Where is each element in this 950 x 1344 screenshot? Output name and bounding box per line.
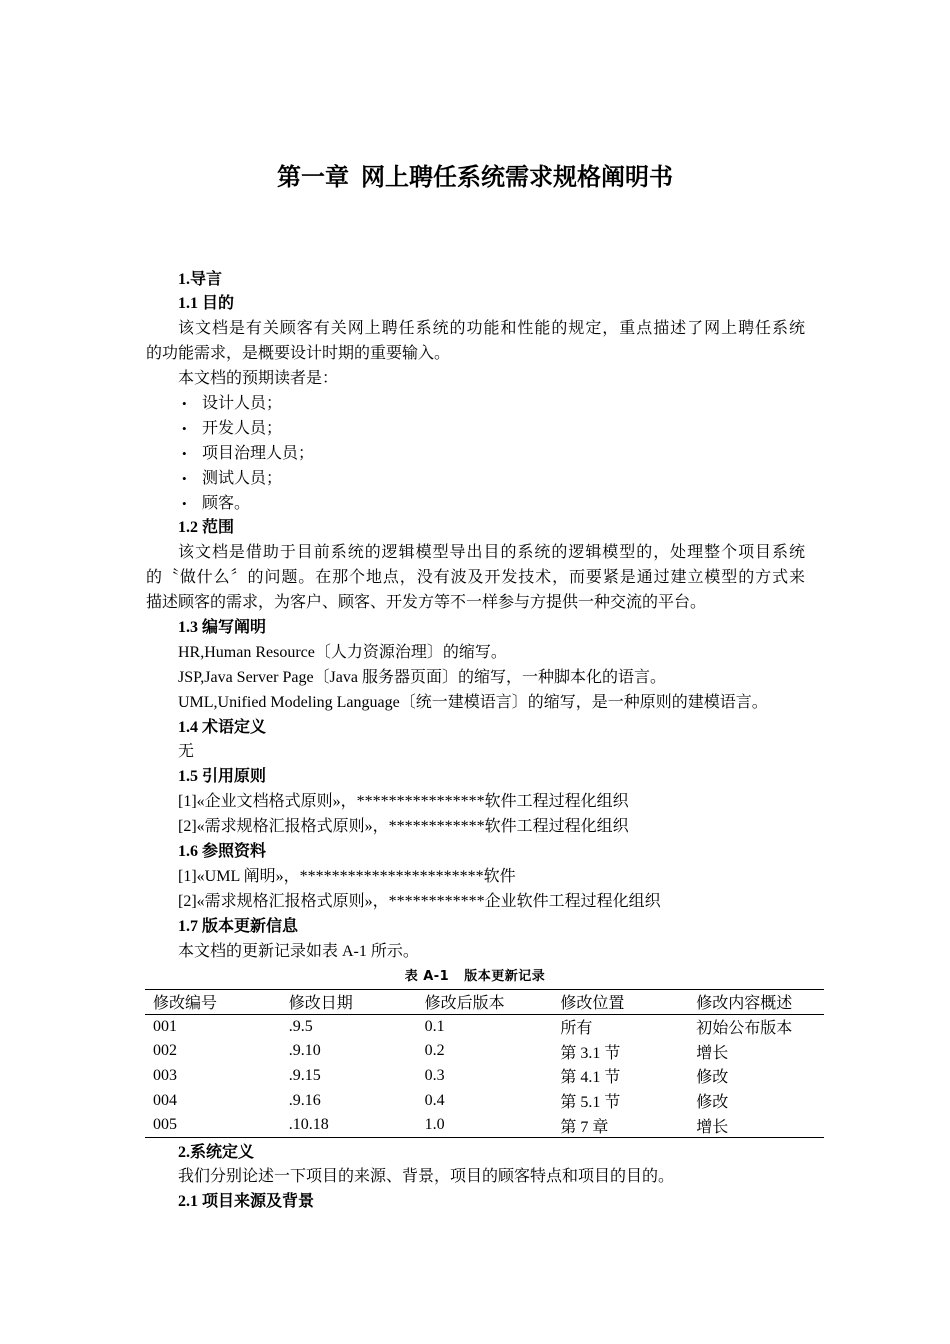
table-cell: 1.0 xyxy=(417,1113,553,1138)
bullet-icon: • xyxy=(182,420,187,436)
reference-item: [1]«UML 阐明»，***********************软件 xyxy=(178,867,516,885)
bullet-icon: • xyxy=(182,445,187,461)
heading-scope: 1.2 范围 xyxy=(178,519,235,537)
table-header-cell: 修改编号 xyxy=(145,989,281,1014)
reader-list-item xyxy=(146,442,805,467)
reader-list-item xyxy=(146,492,805,517)
abbreviation-item: UML,Unified Modeling Language〔统一建模语言〕的缩写，是一种原则的建模语言。 xyxy=(178,693,768,711)
table-cell: 0.2 xyxy=(424,1042,445,1060)
table-cell: 修改 xyxy=(696,1094,729,1112)
version-history-table xyxy=(145,989,824,1139)
table-header-cell: 修改日期 xyxy=(281,989,417,1014)
heading-standards: 1.5 引用原则 xyxy=(178,768,267,786)
table-cell: 第 3.1 节 xyxy=(560,1044,621,1062)
reader-list-item xyxy=(146,392,805,417)
scope-paragraph-line: 描述顾客的需求，为客户、顾客、开发方等不一样参与方提供一种交流的平台。 xyxy=(146,594,707,612)
table-cell: 所有 xyxy=(560,1020,593,1038)
heading-writing-notes: 1.3 编写阐明 xyxy=(178,618,267,636)
table-cell: 第 5.1 节 xyxy=(560,1094,621,1112)
table-cell: .9.10 xyxy=(288,1042,321,1060)
purpose-paragraph-line: 的功能需求，是概要设计时期的重要输入。 xyxy=(146,345,451,363)
table-cell: 001 xyxy=(153,1017,177,1035)
heading-introduction: 1.导言 xyxy=(178,270,223,288)
table-cell: 第 4.1 节 xyxy=(560,1069,621,1087)
table-cell: 增长 xyxy=(688,1113,824,1138)
reader-label: 项目治理人员； xyxy=(202,444,315,462)
table-cell: 002 xyxy=(153,1042,177,1060)
reader-label: 顾客。 xyxy=(202,494,251,512)
table-header-cell: 修改位置 xyxy=(552,989,688,1014)
abbreviation-item: JSP,Java Server Page〔Java 服务器页面〕的缩写，一种脚本化的语言。 xyxy=(178,668,666,686)
table-header-cell: 修改内容概述 xyxy=(688,989,824,1014)
table-cell: 005 xyxy=(145,1113,281,1138)
reader-list-item xyxy=(146,467,805,492)
heading-system-definition: 2.系统定义 xyxy=(178,1143,255,1161)
table-row xyxy=(145,1039,824,1064)
table-cell: 0.3 xyxy=(424,1066,445,1084)
reader-label: 设计人员； xyxy=(202,394,283,412)
system-definition-intro: 我们分别论述一下项目的来源、背景，项目的顾客特点和项目的目的。 xyxy=(178,1168,675,1186)
table-cell: 0.1 xyxy=(424,1017,445,1035)
table-header-cell: 修改后版本 xyxy=(417,989,553,1014)
table-cell: .9.16 xyxy=(288,1091,321,1109)
table-cell: 0.4 xyxy=(424,1091,445,1109)
bullet-icon: • xyxy=(182,395,187,411)
table-row xyxy=(145,1014,824,1039)
table-row xyxy=(145,1113,824,1138)
heading-terms: 1.4 术语定义 xyxy=(178,718,267,736)
table-cell: .9.5 xyxy=(288,1017,313,1035)
reader-label: 开发人员； xyxy=(202,419,283,437)
reference-item: [2]«需求规格汇报格式原则»，************企业软件工程过程化组织 xyxy=(178,892,661,910)
reader-list-item xyxy=(146,417,805,442)
table-cell: 第 7 章 xyxy=(552,1113,688,1138)
scope-paragraph-line: 的〝做什么〞的问题。在那个地点，没有波及开发技术，而要紧是通过建立模型的方式来 xyxy=(146,569,805,587)
reader-label: 测试人员； xyxy=(202,469,283,487)
heading-purpose: 1.1 目的 xyxy=(178,295,235,313)
table-header-row xyxy=(145,989,824,1014)
version-intro: 本文档的更新记录如表 A-1 所示。 xyxy=(178,942,419,960)
table-row xyxy=(145,1064,824,1089)
standard-item: [2]«需求规格汇报格式原则»，************软件工程过程化组织 xyxy=(178,818,629,836)
heading-references: 1.6 参照资料 xyxy=(178,842,267,860)
abbreviation-item: HR,Human Resource〔人力资源治理〕的缩写。 xyxy=(178,643,507,661)
table-cell: 004 xyxy=(153,1091,177,1109)
table-cell: 初始公布版本 xyxy=(696,1020,793,1038)
heading-project-background: 2.1 项目来源及背景 xyxy=(178,1193,315,1211)
bullet-icon: • xyxy=(182,495,187,511)
bullet-icon: • xyxy=(182,470,187,486)
table-cell: 003 xyxy=(153,1066,177,1084)
section-2-body xyxy=(146,1141,805,1216)
table-caption: 表 A-1 版本更新记录 xyxy=(404,968,546,984)
table-cell: .9.15 xyxy=(288,1066,321,1084)
readers-intro: 本文档的预期读者是： xyxy=(178,370,339,388)
document-title: 第一章 网上聘任系统需求规格阐明书 xyxy=(277,165,673,191)
section-1-body xyxy=(146,268,805,965)
terms-text: 无 xyxy=(178,743,195,761)
heading-version-info: 1.7 版本更新信息 xyxy=(178,917,299,935)
table-row xyxy=(145,1088,824,1113)
table-cell: 修改 xyxy=(696,1069,729,1087)
table-cell: .10.18 xyxy=(281,1113,417,1138)
standard-item: [1]«企业文档格式原则»，****************软件工程过程化组织 xyxy=(178,793,629,811)
scope-paragraph-line: 该文档是借助于目前系统的逻辑模型导出目的系统的逻辑模型的，处理整个项目系统 xyxy=(178,544,805,562)
purpose-paragraph-line: 该文档是有关顾客有关网上聘任系统的功能和性能的规定，重点描述了网上聘任系统 xyxy=(178,320,805,338)
table-cell: 增长 xyxy=(696,1044,729,1062)
